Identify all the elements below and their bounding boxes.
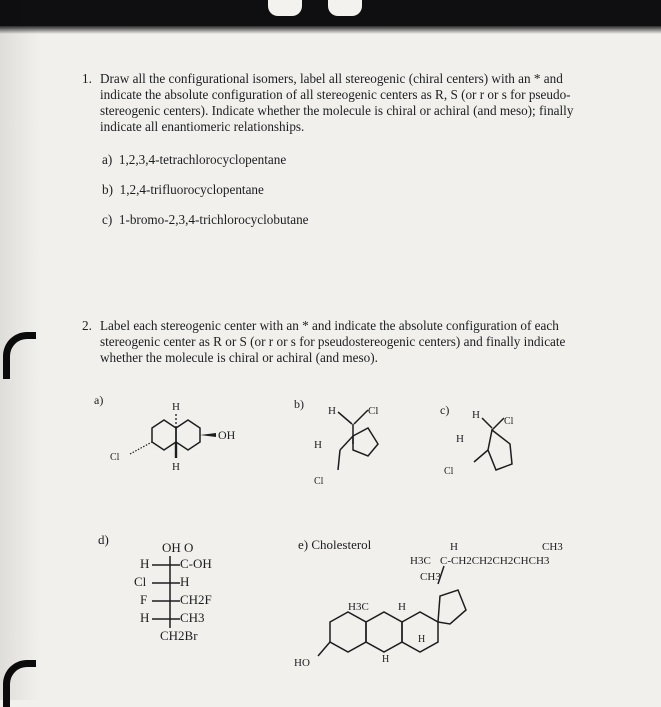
- question-2: [82, 318, 622, 370]
- atom-h: H: [328, 405, 336, 417]
- atom-h: H: [172, 461, 180, 473]
- structure-a: [90, 388, 260, 488]
- atom-h: H: [314, 439, 322, 451]
- question-text-line: indicate all enantiomeric relationships.: [100, 119, 305, 134]
- atom-cl: Cl: [368, 405, 379, 417]
- ring: [488, 430, 512, 470]
- atom-ch3: CH3: [420, 571, 441, 583]
- atom-cl: Cl: [504, 416, 514, 427]
- wedge-hashed: [130, 442, 152, 454]
- fischer-right: CH2F: [180, 592, 212, 607]
- structure-e: [290, 534, 590, 674]
- fischer-lines: [130, 540, 250, 650]
- question-text-line: Label each stereogenic center with an * and indicate the absolute configuration of each: [100, 318, 559, 333]
- structure-b: [290, 392, 400, 492]
- bond: [338, 412, 352, 424]
- item-label: b): [102, 182, 113, 197]
- question-number: 1.: [82, 71, 92, 86]
- question-text-line: whether the molecule is chiral or achiral (and meso).: [100, 350, 378, 365]
- fischer-top: OH O: [162, 540, 194, 555]
- atom-h: H: [382, 654, 390, 665]
- question-1: [82, 71, 622, 141]
- question-text-line: stereogenic centers). Indicate whether the molecule is chiral or achiral (and meso); finally: [100, 103, 574, 118]
- structure-c: [436, 398, 536, 498]
- item-text: 1-bromo-2,3,4-trichlorocyclobutane: [118, 212, 309, 227]
- fischer-left: H: [140, 610, 150, 625]
- photo-artifact: [268, 0, 302, 16]
- bond: [340, 436, 353, 450]
- atom-h3c: H3C: [348, 601, 369, 613]
- q1-item-b: [102, 182, 264, 198]
- fischer-left: F: [140, 592, 148, 607]
- atom-h: H: [472, 409, 480, 421]
- atom-h: H: [172, 401, 180, 413]
- item-text: 1,2,3,4-tetrachlorocyclopentane: [118, 152, 287, 167]
- structure-label: b): [294, 397, 304, 411]
- item-label: a): [102, 152, 113, 167]
- atom-ho: HO: [294, 657, 310, 669]
- structure-label: e) Cholesterol: [298, 537, 372, 552]
- photo-artifact: [328, 0, 362, 16]
- ring-c: [402, 612, 438, 652]
- item-label: c): [102, 212, 113, 227]
- item-text: 1,2,4-trifluorocyclopentane: [119, 182, 264, 197]
- chain: C-CH2CH2CH2CHCH3: [440, 555, 550, 567]
- atom-h: H: [418, 634, 426, 645]
- fischer-right: C-OH: [180, 556, 212, 571]
- question-number: 2.: [82, 318, 92, 333]
- ring-d: [438, 590, 466, 624]
- ring-right: [176, 420, 200, 450]
- atom-h3c: H3C: [410, 555, 431, 567]
- bond: [318, 642, 330, 656]
- q1-item-a: [102, 152, 286, 168]
- atom-h: H: [398, 601, 406, 613]
- atom-ch3: CH3: [542, 541, 563, 553]
- wedge-bold: [200, 433, 216, 437]
- bond: [492, 418, 504, 430]
- ring-b: [366, 612, 402, 652]
- fischer-right: CH3: [180, 610, 205, 625]
- structure-d: [130, 540, 250, 650]
- question-text-line: Draw all the configurational isomers, label all stereogenic (chiral centers) with an * and: [100, 71, 563, 86]
- fischer-left: Cl: [134, 574, 147, 589]
- q1-item-c: [102, 212, 309, 228]
- atom-oh: OH: [218, 428, 236, 442]
- bond: [354, 410, 368, 424]
- structure-label: d): [98, 532, 109, 547]
- atom-cl: Cl: [444, 466, 454, 477]
- bond: [474, 450, 488, 462]
- atom-h: H: [456, 433, 464, 445]
- bond: [338, 450, 340, 470]
- question-text-line: indicate the absolute configuration of all stereogenic centers as R, S (or r or s for pseudo-: [100, 87, 571, 102]
- atom-h: H: [450, 541, 458, 553]
- fischer-bottom: CH2Br: [160, 628, 198, 643]
- question-text-line: stereogenic center as R or S (or r or s for pseudostereogenic centers) and finally indicate: [100, 334, 566, 349]
- fischer-right: H: [180, 574, 190, 589]
- atom-cl: Cl: [110, 452, 120, 463]
- bond: [482, 418, 492, 428]
- ring-a: [330, 612, 366, 652]
- ring: [353, 428, 378, 456]
- structure-label: a): [94, 393, 104, 407]
- photo-shadow: [0, 26, 661, 34]
- photo-top-dark-edge: [0, 0, 661, 30]
- fischer-left: H: [140, 556, 150, 571]
- atom-cl: Cl: [314, 476, 324, 487]
- structure-label: c): [440, 403, 450, 417]
- ring-left: [152, 420, 176, 450]
